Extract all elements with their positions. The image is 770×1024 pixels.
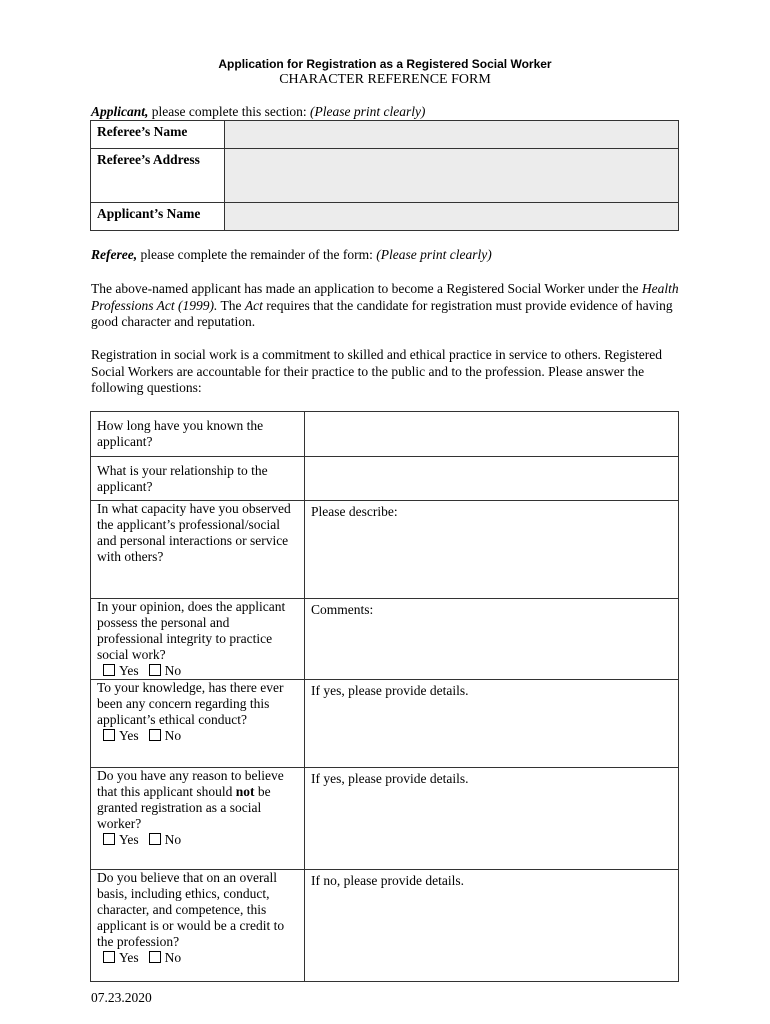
yes-label: Yes — [119, 832, 139, 847]
referee-address-row — [91, 149, 679, 203]
question-row — [91, 680, 679, 768]
question-cell — [91, 680, 305, 768]
answer-hint: If yes, please provide details. — [311, 683, 469, 698]
referee-name-row — [91, 121, 679, 149]
referee-name-label: Referee’s Name — [91, 121, 225, 149]
question-row — [91, 501, 679, 599]
no-checkbox[interactable] — [149, 951, 161, 963]
answer-field[interactable] — [305, 870, 679, 982]
applicant-instruction-text: please complete this section: — [148, 104, 310, 119]
answer-field[interactable] — [305, 501, 679, 599]
question-text: Do you believe that on an overall basis, including ethics, conduct, character, and competence, this applicant is or would be a credit to the profession? — [97, 870, 285, 949]
yes-checkbox[interactable] — [103, 951, 115, 963]
answer-hint: Comments: — [311, 602, 374, 617]
act-short: Act — [244, 297, 263, 313]
question-text: Do you have any reason to believe that this applicant should not be granted registration as a social worker? — [97, 768, 284, 831]
question-text: In your opinion, does the applicant possess the personal and professional integrity to practice social work? — [97, 599, 286, 662]
no-label: No — [164, 832, 182, 847]
commitment-paragraph: Registration in social work is a commitment to skilled and ethical practice in service to others. Registered Social Workers are accountable for their practice to the public and to the profession. Please answer the following questions: — [91, 347, 662, 395]
no-checkbox[interactable] — [149, 833, 161, 845]
questions-table — [90, 411, 679, 982]
yes-no-options — [103, 663, 298, 679]
question-text: How long have you known the applicant? — [91, 412, 305, 457]
yes-checkbox[interactable] — [103, 833, 115, 845]
answer-hint: If no, please provide details. — [311, 873, 464, 888]
question-row — [91, 599, 679, 680]
yes-no-options — [103, 832, 298, 848]
referee-address-label: Referee’s Address — [91, 149, 225, 203]
question-cell — [91, 768, 305, 870]
question-text: To your knowledge, has there ever been any concern regarding this applicant’s ethical conduct? — [97, 680, 284, 727]
applicant-table — [90, 120, 679, 231]
no-checkbox[interactable] — [149, 729, 161, 741]
question-row — [91, 870, 679, 982]
intro-part3: requires that the candidate for registration must provide evidence of having good character and reputation. — [91, 297, 673, 329]
question-cell — [91, 599, 305, 680]
applicant-instruction — [91, 104, 425, 120]
intro-part1: The above-named applicant has made an application to become a Registered Social Worker under the — [91, 281, 642, 296]
yes-no-options — [103, 950, 298, 966]
intro-paragraph — [91, 281, 691, 331]
no-label: No — [164, 950, 182, 965]
question-row — [91, 412, 679, 457]
answer-hint: If yes, please provide details. — [311, 771, 469, 786]
question-row — [91, 768, 679, 870]
applicant-name-row — [91, 203, 679, 231]
no-label: No — [164, 728, 182, 743]
applicant-name-label: Applicant’s Name — [91, 203, 225, 231]
answer-field[interactable] — [305, 599, 679, 680]
yes-label: Yes — [119, 663, 139, 678]
yes-checkbox[interactable] — [103, 729, 115, 741]
referee-print-note: (Please print clearly) — [376, 247, 492, 262]
question-row — [91, 457, 679, 501]
applicant-name-field[interactable] — [225, 203, 679, 231]
yes-label: Yes — [119, 728, 139, 743]
act-name: Health Professions Act (1999). — [91, 281, 679, 313]
question-text: What is your relationship to the applicant? — [91, 457, 305, 501]
no-checkbox[interactable] — [149, 664, 161, 676]
referee-instruction — [91, 247, 492, 263]
form-supertitle: Application for Registration as a Registered Social Worker — [218, 57, 552, 71]
referee-address-field[interactable] — [225, 149, 679, 203]
applicant-lead: Applicant, — [91, 104, 149, 119]
question-cell — [91, 870, 305, 982]
question-text: In what capacity have you observed the applicant’s professional/social and personal interactions or service with others? — [91, 501, 305, 599]
applicant-print-note: (Please print clearly) — [309, 104, 426, 119]
yes-label: Yes — [119, 950, 139, 965]
form-date: 07.23.2020 — [91, 990, 152, 1005]
referee-name-field[interactable] — [225, 121, 679, 149]
no-label: No — [164, 663, 182, 678]
answer-field[interactable] — [305, 680, 679, 768]
yes-checkbox[interactable] — [103, 664, 115, 676]
answer-field[interactable] — [305, 412, 679, 457]
intro-part2: The — [217, 297, 245, 313]
answer-hint: Please describe: — [311, 504, 398, 519]
yes-no-options — [103, 728, 298, 744]
answer-field[interactable] — [305, 457, 679, 501]
referee-lead: Referee, — [91, 247, 138, 262]
form-title: CHARACTER REFERENCE FORM — [279, 72, 491, 87]
referee-instruction-text: please complete the remainder of the form: — [137, 247, 377, 262]
answer-field[interactable] — [305, 768, 679, 870]
